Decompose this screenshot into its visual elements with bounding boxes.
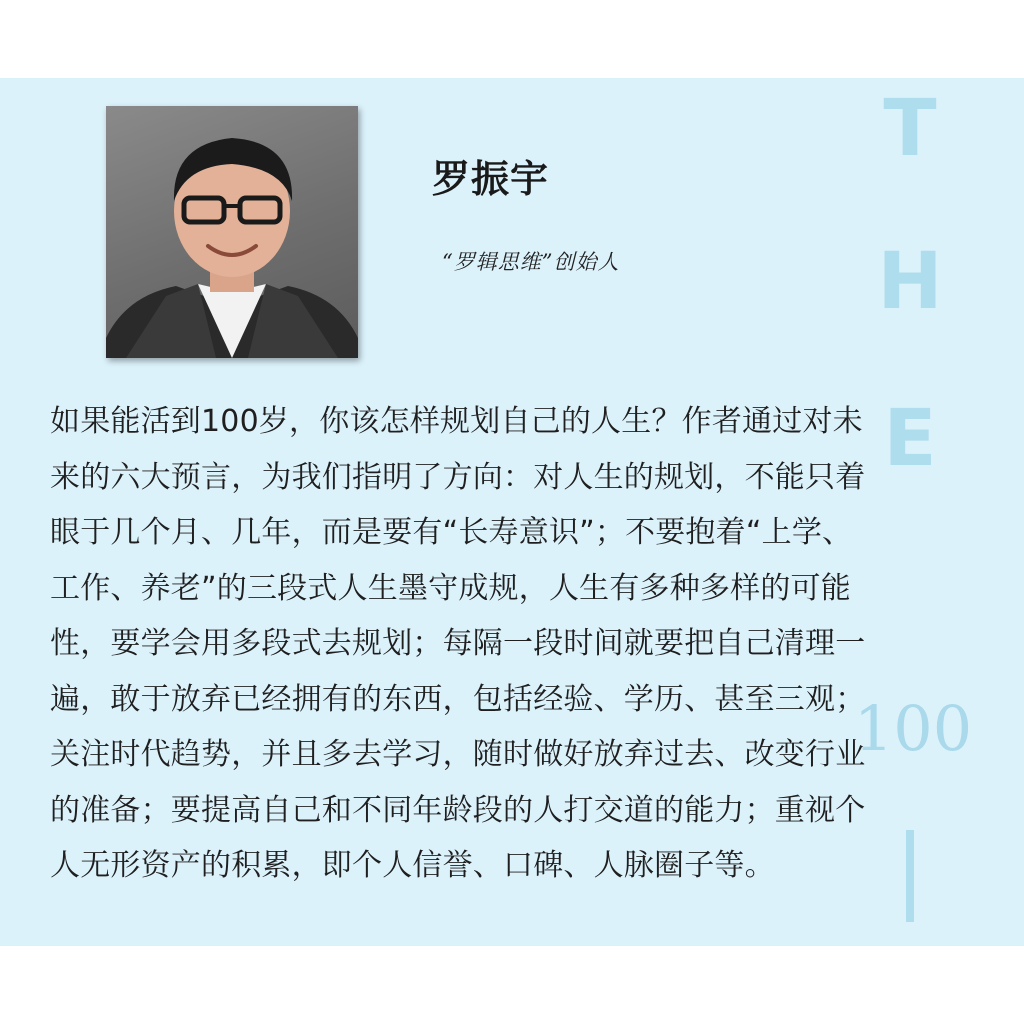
watermark-letter-e: E [883,394,937,484]
description-line: 关注时代趋势，并且多去学习，随时做好放弃过去、改变行业 [50,737,866,772]
watermark-letter-t: T [883,84,937,174]
description-line: 人无形资产的积累，即个人信誉、口碑、人脉圈子等。 [50,848,775,883]
watermark-number: 100 [853,692,973,765]
description-line: 眼于几个月、几年，而是要有“长寿意识”；不要抱着“上学、 [50,515,853,550]
portrait-illustration [106,106,358,358]
author-photo [106,106,358,358]
description-paragraph [50,394,985,894]
description-line: 工作、养老”的三段式人生墨守成规，人生有多种多样的可能 [50,570,851,606]
author-card [0,78,1024,946]
description-line: 的准备；要提高自己和不同年龄段的人打交道的能力；重视个 [50,792,866,828]
author-name: 罗振宇 [432,157,550,201]
author-title: “罗辑思维”创始人 [442,250,620,274]
description-line: 如果能活到100岁，你该怎样规划自己的人生？作者通过对未 [50,404,863,439]
watermark-letter-h: H [877,237,943,327]
description-line: 来的六大预言，为我们指明了方向：对人生的规划，不能只着 [50,459,866,495]
description-line: 性，要学会用多段式去规划；每隔一段时间就要把自己清理一 [50,626,866,661]
description-line: 遍，敢于放弃已经拥有的东西，包括经验、学历、甚至三观； [50,681,866,717]
